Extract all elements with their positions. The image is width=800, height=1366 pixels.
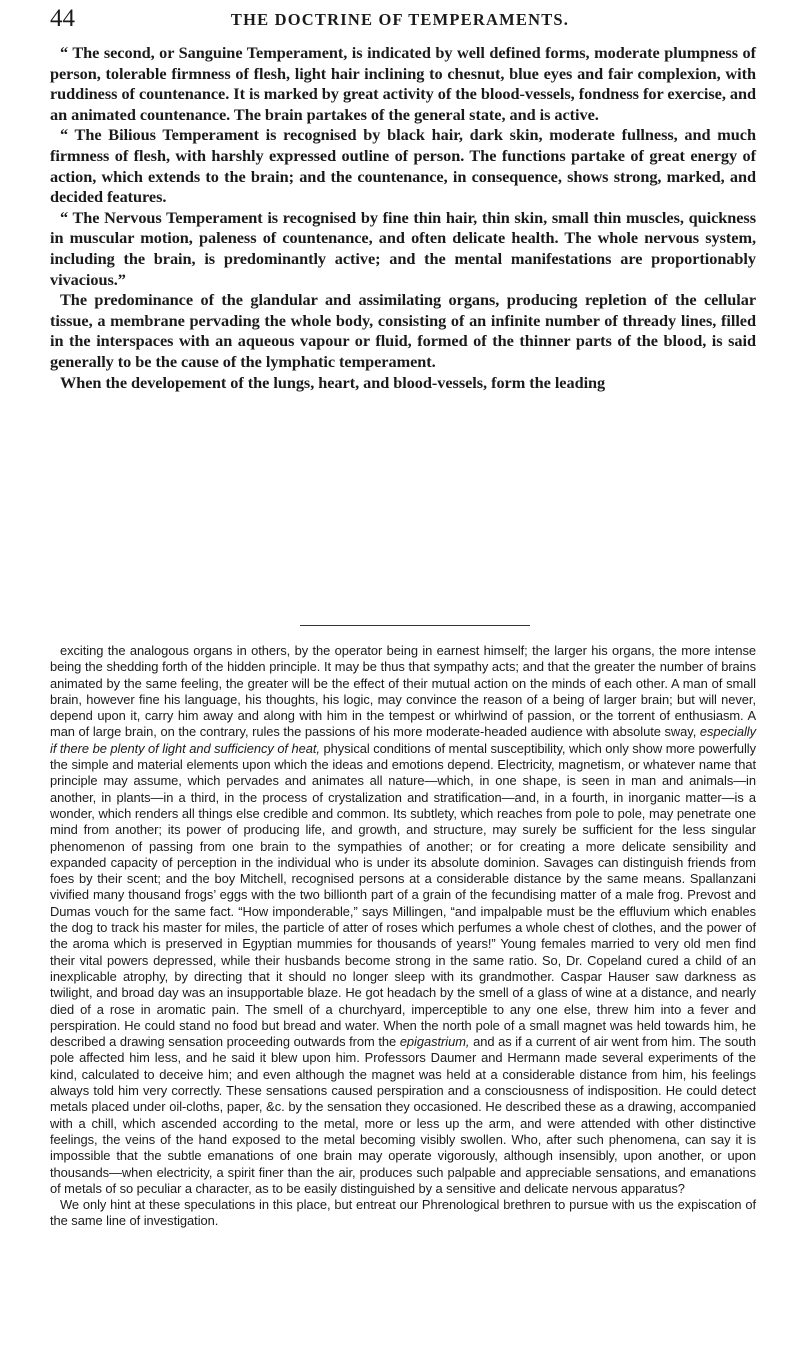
footnote-text-part: physical conditions of mental susceptibility, which only show more powerfully the simple and material elements upon which the ideas and emotions depend. Electricity, magnetism, or whatever name that principle may assume, which pervades and animates all nature—which, in one shape, is seen in man and animals—in another, in plants—in a third, in the process of crystalization and stratification—and, in a fourth, in inorganic matter—is a wonder, which renders all things else credible and common. Its subtlety, which reaches from pole to pole, may penetrate one mind from another; its power of producing life, and growth, and structure, may surely be sufficient for the less singular phenomenon of passing from one brain to the sympathies of another; or for creating a more delicate sensibility and expanded capacity of perception in the individual who is under its absolute dominion. Savages can distinguish friends from foes by their scent; and the boy Mitchell, recognised persons at a considerable distance by the same means. Spallanzani vivified many thousand frogs’ eggs with the two billionth part of a grain of the fecundising matter of a male frog. Prevost and Dumas vouch for the same fact. “How imponderable,” says Millingen, “and impalpable must be the effluvium which enables the dog to track his master for miles, the particle of atter of roses which perfumes a whole chest of clothes, and the power of the aroma which is preserved in Egyptian mummies for thousands of years!” Young females married to very old men find their vital powers depressed, while their husbands become strong in the same ratio. So, Dr. Copeland cured a child of an inexplicable atrophy, by directing that it should no longer sleep with its grandmother. Caspar Hauser saw darkness as twilight, and broad day was an insupportable blaze. He got headach by the smell of a glass of wine at a distance, and nearly died of a rose in aromatic pain. The smell of a churchyard, imperceptible to any one else, threw him into a fever and perspiration. He could stand no food but bread and water. When the north pole of a small magnet was held towards him, he described a drawing sensation proceeding outwards from the bbox=[50, 740, 756, 1050]
footnote-paragraph bbox=[50, 643, 756, 1197]
footnote-emphasis: especially if there be plenty of light and sufficiency of heat, bbox=[50, 724, 756, 756]
footnote-closing-paragraph bbox=[50, 1197, 756, 1230]
main-text bbox=[50, 43, 756, 393]
section-divider bbox=[300, 625, 530, 626]
running-title: THE DOCTRINE OF TEMPERAMENTS. bbox=[230, 10, 570, 29]
footnote-text bbox=[50, 643, 756, 1230]
page-number: 44 bbox=[50, 5, 75, 32]
paragraph-lymphatic: The predominance of the glandular and assimilating organs, producing repletion of the cellular tissue, a membrane pervading the whole body, consisting of an infinite number of thready lines, filled in the interspaces with an aqueous vapour or fluid, formed of the thinner parts of the blood, is said generally to be the cause of the lymphatic temperament. bbox=[50, 290, 756, 371]
footnote-emphasis: epigastrium, bbox=[399, 1034, 470, 1050]
paragraph-bilious: “ The Bilious Temperament is recognised by black hair, dark skin, moderate fullness, and much firmness of flesh, with harshly expressed outline of person. The functions partake of great energy of action, which extends to the brain; and the countenance, in consequence, shows strong, marked, and decided features. bbox=[50, 125, 756, 207]
footnote-text-part: exciting the analogous organs in others, by the operator being in earnest himself; the larger his organs, the more intense being the shedding forth of the hidden principle. It may be thus that sympathy acts; and that the greater the number of brains animated by the same feeling, the greater will be the effect of their mutual action on the minds of each other. A man of small brain, however fine his language, his thoughts, his logic, may convince the reason of a being of larger brain; but will never, depend upon it, carry him away and along with him in the tempest or whirlwind of passion, or the torrent of enthusiasm. A man of large brain, on the contrary, rules the passions of his more moderate-headed audience with absolute sway, bbox=[50, 643, 756, 740]
paragraph-sanguine: “ The second, or Sanguine Temperament, is indicated by well defined forms, moderate plumpness of person, tolerable firmness of flesh, light hair inclining to chesnut, blue eyes and fair complexion, with ruddiness of countenance. It is marked by great activity of the blood-vessels, fondness for exercise, and an animated countenance. The brain partakes of the general state, and is active. bbox=[50, 43, 756, 124]
paragraph-sanguine-lead: When the developement of the lungs, heart, and blood-vessels, form the leading bbox=[60, 372, 606, 392]
paragraph-nervous: “ The Nervous Temperament is recognised by fine thin hair, thin skin, small thin muscles, quickness in muscular motion, paleness of countenance, and often delicate health. The whole nervous system, including the brain, is predominantly active; and the mental manifestations are proportionably vivacious.” bbox=[50, 207, 756, 289]
footnote-text-part: and as if a current of air went from him. The south pole affected him less, and he said it blew upon him. Professors Daumer and Hermann made several experiments of the kind, calculated to deceive him; and even although the magnet was held at a considerable distance from him, his feelings always told him very correctly. These sensations caused perspiration and a consciousness of indisposition. He could detect metals placed under oil-cloths, paper, &c. by the sensation they occasioned. He described these as a drawing, accompanied with a chill, which ascended according to the metal, more or less up the arm, and were attended with other distinctive feelings, the veins of the hand exposed to the metal becoming visibly swollen. Who, after such phenomena, can say it is impossible that the subtle emanations of one brain may operate vigorously, although insensibly, upon another, or upon thousands—when electricity, a spirit finer than the air, produces such palpable and appreciable sensations, and emanations of metals of so peculiar a character, as to be easily distinguished by a sensitive and delicate nervous apparatus? bbox=[50, 1034, 757, 1196]
page-header bbox=[50, 2, 750, 36]
footnote-text-part: We only hint at these speculations in this place, but entreat our Phrenological brethren to pursue with us the expiscation of the same line of investigation. bbox=[50, 1197, 756, 1229]
